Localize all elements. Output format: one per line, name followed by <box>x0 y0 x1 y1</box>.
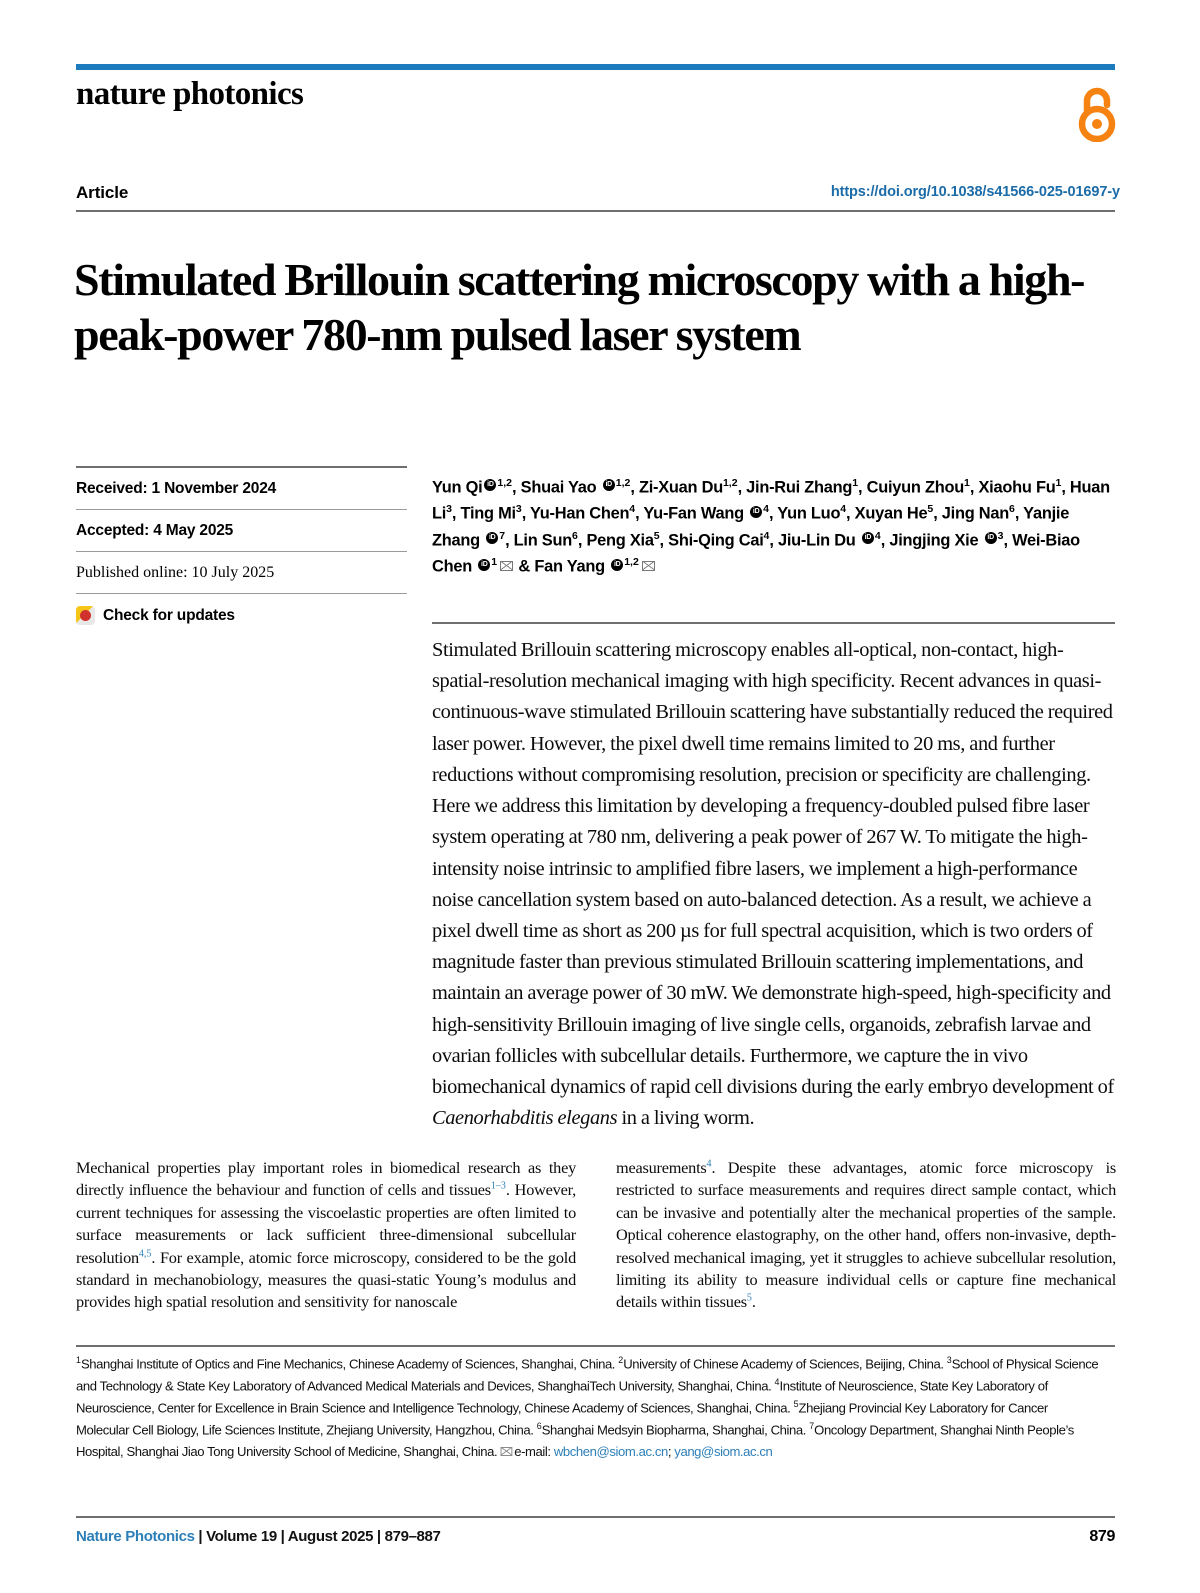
orcid-icon[interactable] <box>478 559 490 571</box>
author-list: Yun Qi iD $^{1,2}$, Shuai Yao iD$^{1,2}$, Zi-Xuan Du$^{1,2}$, Jin-Rui Zhang$^1$, Cuiyun Zhou$^1$, Xiaohu Fu$^1$, Huan Li$^3$, Ting Mi$^3$, Yu-Han Chen$^4$, Yu-Fan Wang $iD^4$, Yun Luo$^4$, Xuyan He$^5$, Jing Nan$^6$, Yanjie Zhang $iD^7$, Lin Sun$^6$, Peng Xia$^5$, Shi-Qing Cai$^4$, Jiu-Lin Du $iD^4$, Jingjing Xie $iD^3$, Wei-Biao Chen $iD^1$ & Fan Yang iD$^{1,2}$ <box>432 475 1117 581</box>
received-date: Received: 1 November 2024 <box>76 480 277 497</box>
crossmark-icon <box>76 606 95 625</box>
orcid-icon[interactable] <box>862 532 874 544</box>
check-for-updates-label: Check for updates <box>103 606 235 624</box>
publication-dates-panel <box>76 466 407 625</box>
accepted-date: Accepted: 4 May 2025 <box>76 522 234 539</box>
affiliations-divider <box>76 1345 1115 1347</box>
footer-volume-info: | Volume 19 | August 2025 | 879–887 <box>194 1528 441 1545</box>
orcid-icon[interactable] <box>484 479 496 491</box>
footer-citation <box>76 1528 441 1545</box>
open-access-lock-icon <box>1074 84 1120 142</box>
page-title: Stimulated Brillouin scattering microscopy with a high-peak-power 780-nm pulsed laser system <box>74 253 1085 360</box>
published-online-date: Published online: 10 July 2025 <box>76 564 275 581</box>
abstract-text: Stimulated Brillouin scattering microscopy enables all-optical, non-contact, high-spatial-resolution mechanical imaging with high specificity. Recent advances in quasi-continuous-wave stimulated Brillouin scattering have substantially reduced the required laser power. However, the pixel dwell time remains limited to 20 ms, and further reductions without compromising resolution, precision or specificity are challenging. Here we address this limitation by developing a frequency-doubled pulsed fibre laser system operating at 780 nm, delivering a peak power of 267 W. To mitigate the high-intensity noise intrinsic to amplified fibre lasers, we implement a high-performance noise cancellation system based on auto-balanced detection. As a result, we achieve a pixel dwell time as short as 200 µs for full spectral acquisition, which is two orders of magnitude faster than previous stimulated Brillouin scattering implementations, and maintain an average power of 30 mW. We demonstrate high-speed, high-specificity and high-sensitivity Brillouin imaging of live single cells, organoids, zebrafish larvae and ovarian follicles with subcellular details. Furthermore, we capture the in vivo biomechanical dynamics of rapid cell divisions during the early embryo development of Caenorhabditis elegans in a living worm. <box>432 639 1114 1130</box>
email-icon[interactable] <box>500 561 513 571</box>
body-column-left: Mechanical properties play important roles in biomedical research as they directly influence the behaviour and function of cells and tissues$^{1-3}$. However, current techniques for assessing the viscoelastic properties are often limited to surface measurements or lack sufficient three-dimensional subcellular resolution$^{4,5}$. For example, atomic force microscopy, considered to be the gold standard in mechanobiology, measures the quasi-static Young’s modulus and provides high spatial resolution and sensitivity for nanoscale <box>76 1158 576 1312</box>
affiliations-block: $^1$Shanghai Institute of Optics and Fine Mechanics, Chinese Academy of Sciences, Shanghai, China. $^2$University of Chinese Academy of Sciences, Beijing, China. $^3$School of Physical Science and Technology & State Key Laboratory of Advanced Medical Materials and Devices, ShanghaiTech University, Shanghai, China. $^4$Institute of Neuroscience, State Key Laboratory of Neuroscience, Center for Excellence in Brain Science and Intelligence Technology, Chinese Academy of Sciences, Shanghai, China. $^5$Zhejiang Provincial Key Laboratory for Cancer Molecular Cell Biology, Life Sciences Institute, Zhejiang University, Hangzhou, China. $^6$Shanghai Medsyin Biopharma, Shanghai, China. $^7$Oncology Department, Shanghai Ninth People’s Hospital, Shanghai Jiao Tong University School of Medicine, Shanghai, China. e-mail: wbchen@siom.ac.cn; yang@siom.ac.cn <box>76 1355 1099 1459</box>
page-number: 879 <box>1089 1528 1115 1545</box>
footer-journal-name: Nature Photonics <box>76 1528 195 1545</box>
email-link[interactable]: wbchen@siom.ac.cn <box>553 1443 668 1459</box>
email-icon[interactable] <box>500 1447 512 1456</box>
email-icon[interactable] <box>642 561 655 571</box>
body-column-right: measurements$^4$. Despite these advantages, atomic force microscopy is restricted to surface measurements and requires direct sample contact, which can be invasive and potentially alter the mechanical properties of the sample. Optical coherence elastography, on the other hand, offers non-invasive, depth-resolved mechanical imaging, yet it struggles to achieve subcellular resolution, limiting its ability to measure individual cells or capture fine mechanical details within tissues$^5$. <box>616 1158 1116 1312</box>
journal-logo: nature photonics <box>76 76 304 112</box>
masthead-accent-rule <box>76 64 1115 70</box>
email-link[interactable]: yang@siom.ac.cn <box>674 1443 773 1459</box>
doi-link[interactable]: https://doi.org/10.1038/s41566-025-01697-y <box>830 184 1120 200</box>
orcid-icon[interactable] <box>486 532 498 544</box>
body-columns <box>76 1157 1116 1314</box>
orcid-icon[interactable] <box>603 479 615 491</box>
page-footer <box>76 1528 1115 1546</box>
orcid-icon[interactable] <box>611 559 623 571</box>
check-for-updates-button[interactable] <box>76 594 407 625</box>
footer-divider <box>76 1516 1115 1518</box>
orcid-icon[interactable] <box>985 532 997 544</box>
article-type-kicker: Article <box>76 183 129 202</box>
abstract-divider <box>432 622 1115 624</box>
orcid-icon[interactable] <box>750 506 762 518</box>
header-divider <box>76 210 1115 212</box>
